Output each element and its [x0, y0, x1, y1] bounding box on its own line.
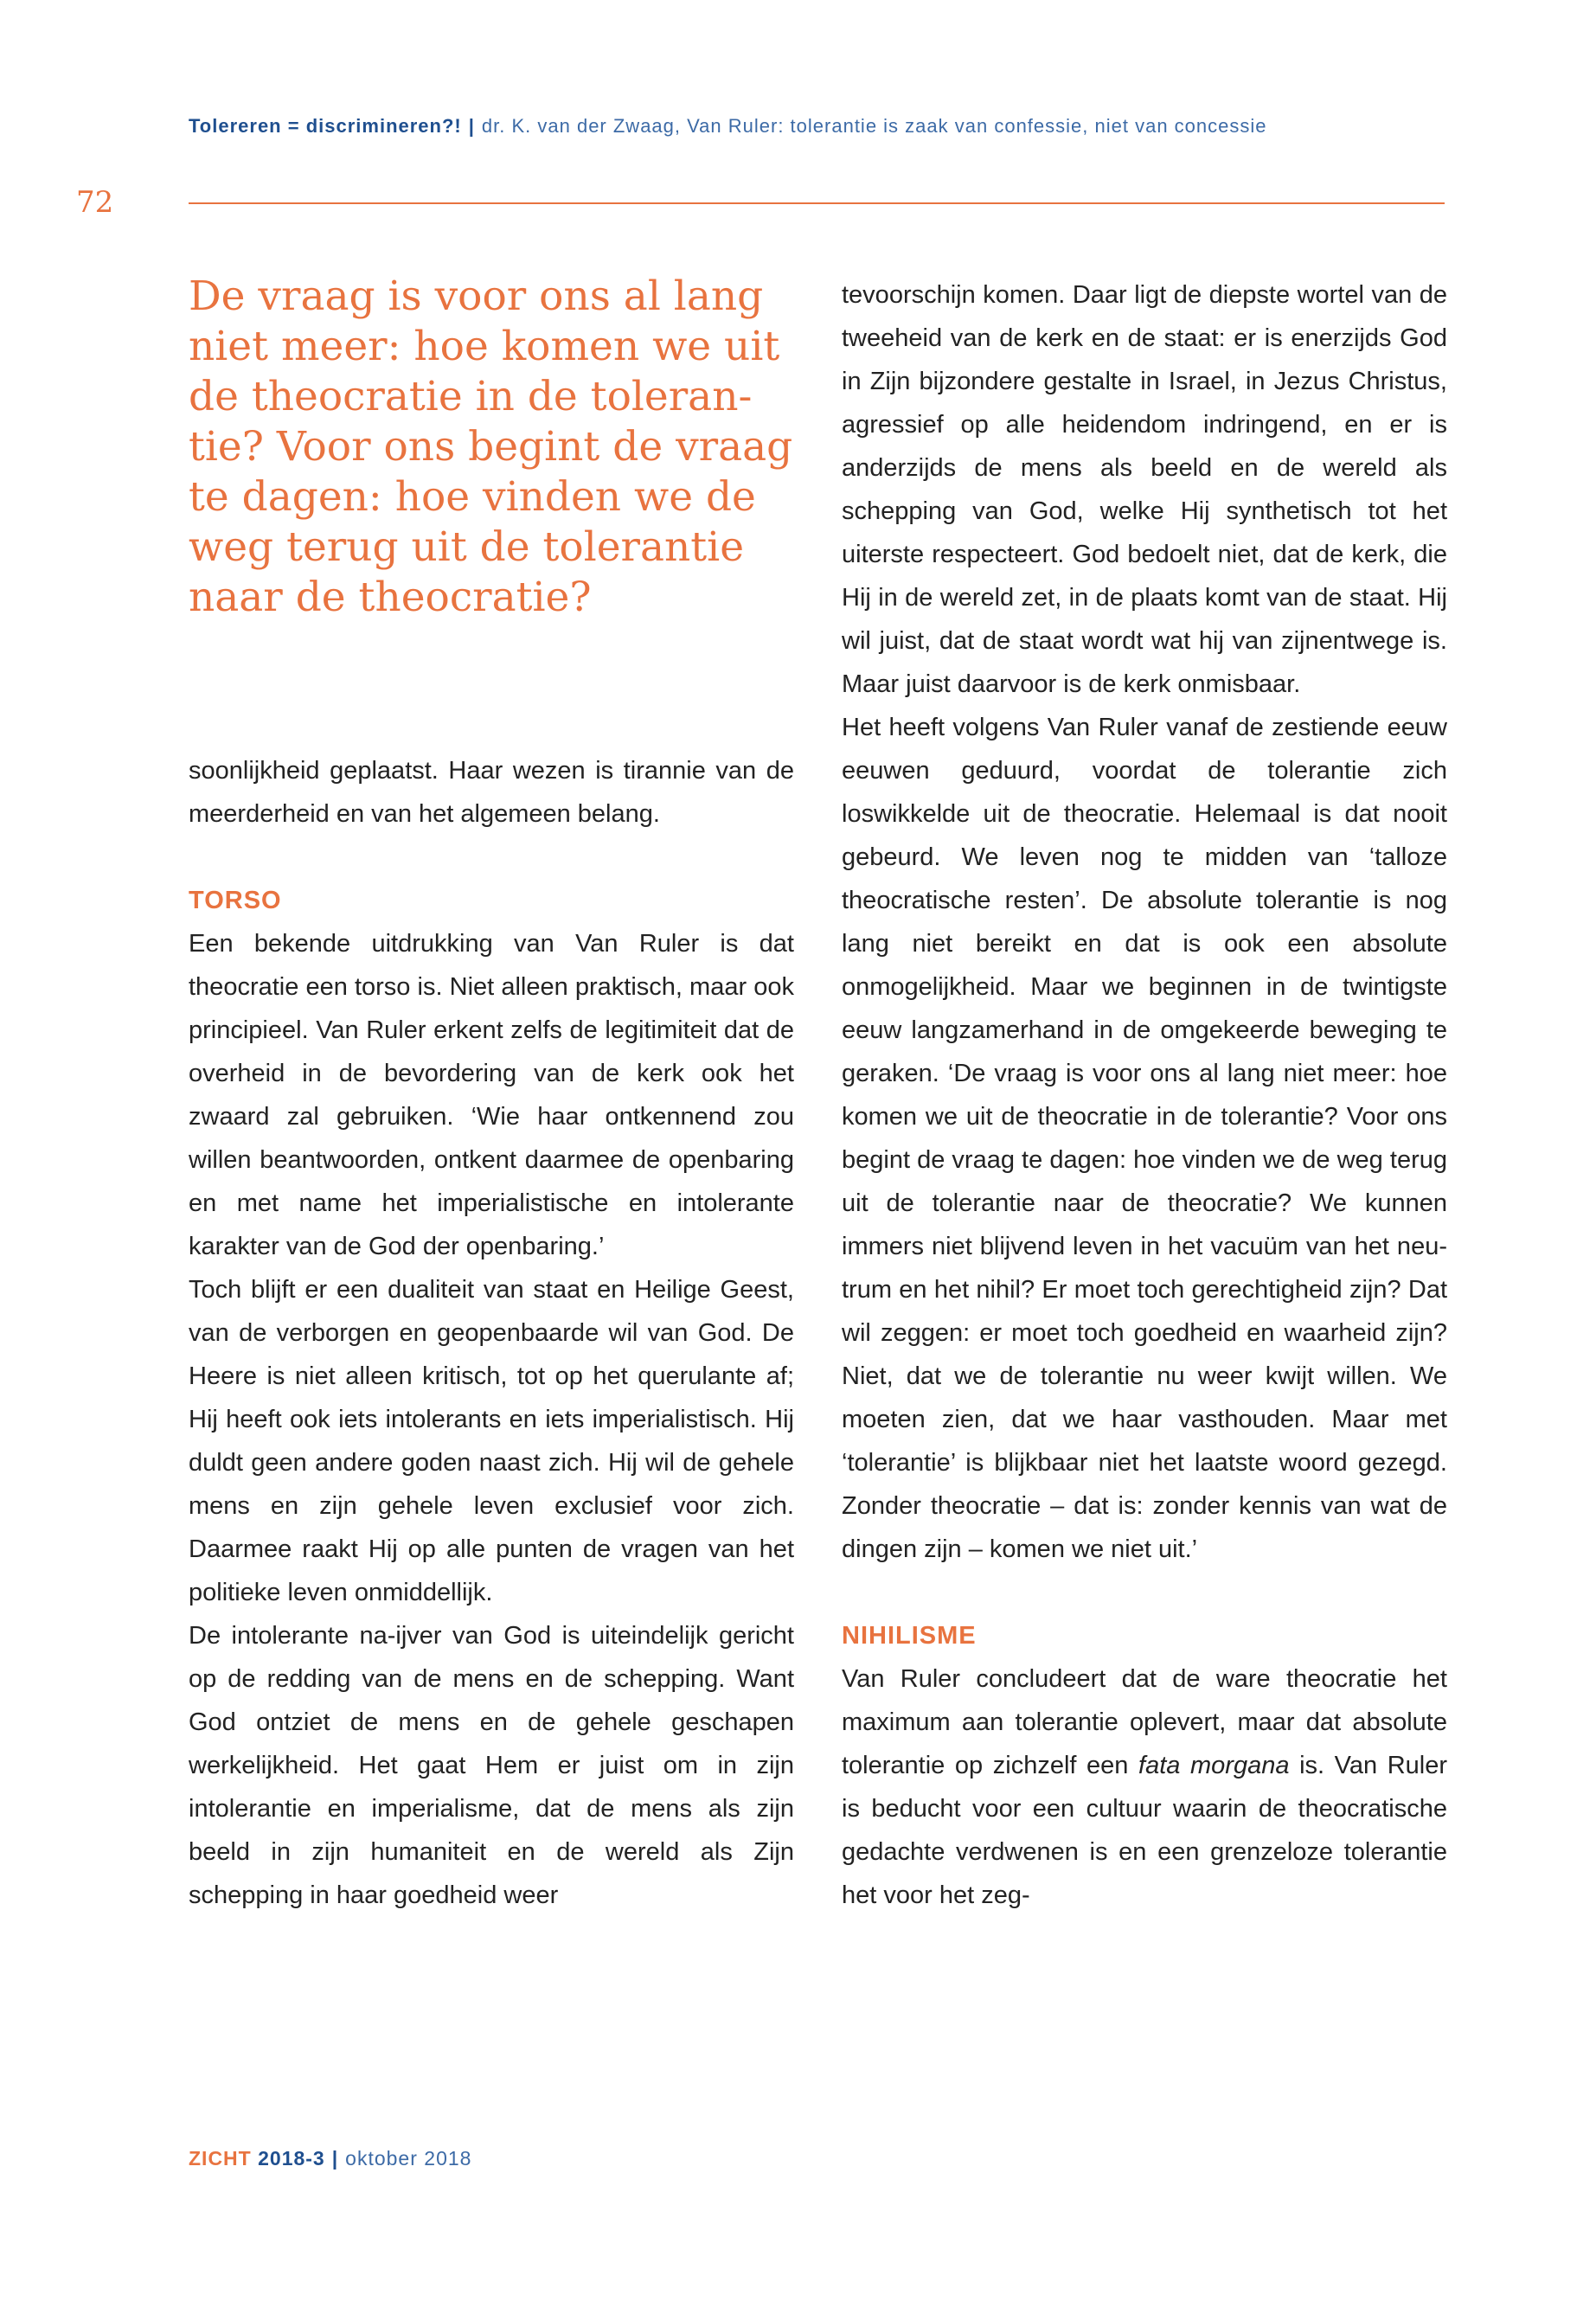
- footer-date: oktober 2018: [345, 2147, 472, 2170]
- paragraph: [842, 1657, 1447, 1917]
- paragraph: Toch blijft er een dualiteit van staat en Heilige Geest, van de verborgen en geopenbaarde wil van God. De Heere is niet alleen kritisch, tot op het querulante af; Hij heeft ook iets intolerants en iets imperialistisch. Hij duldt geen andere goden naast zich. Hij wil de gehele mens en zijn gehele leven exclusief voor zich. Daarmee raakt Hij op alle punten de vragen van het politieke leven onmiddellijk.: [189, 1276, 794, 1606]
- footer-separator: |: [331, 2147, 339, 2170]
- section-heading-nihilisme: NIHILISME: [842, 1622, 977, 1650]
- right-column: [842, 273, 1447, 1917]
- paragraph-text: Van Ruler concludeert dat de ware theocratie het maximum aan tolerantie oplevert, maar dat absolute tolerantie op zichzelf een: [842, 1665, 1447, 1779]
- running-header-article: dr. K. van der Zwaag, Van Ruler: tolerantie is zaak van confessie, niet van concessie: [481, 115, 1267, 137]
- running-header-series-title: Tolereren = discrimineren?!: [189, 115, 462, 137]
- paragraph: Het heeft volgens Van Ruler vanaf de zestiende eeuw eeuwen geduurd, voordat de tolerantie zich loswikkelde uit de theocratie. Helemaal is dat nooit gebeurd. We leven nog te midden van ‘talloze theocratische resten’. De absolute tolerantie is nog lang niet bereikt en dat is ook een absolute onmogelijkheid. Maar we beginnen in de twintigste eeuw langzamerhand in de omgekeerde beweging te geraken. ‘De vraag is voor ons al lang niet meer: hoe komen we uit de theocratie in de tolerantie? Voor ons begint de vraag te dagen: hoe vinden we de weg terug uit de tolerantie naar de theocratie? We kunnen immers niet blijvend leven in het vacuüm van het neutrum en het nihil? Er moet toch gerechtigheid zijn? Dat wil zeggen: er moet toch goedheid en waarheid zijn? Niet, dat we de tolerantie nu weer kwijt willen. We moeten zien, dat we haar vasthouden. Maar met ‘tolerantie’ is blijkbaar niet het laatste woord gezegd. Zonder theocratie – dat is: zonder kennis van wat de dingen zijn – komen we niet uit.’: [842, 714, 1447, 1563]
- running-header-separator: |: [468, 115, 475, 137]
- paragraph-spacer: [189, 836, 794, 879]
- left-column: [189, 749, 794, 1917]
- italic-term: fata morgana: [1138, 1752, 1290, 1779]
- footer: [189, 2147, 471, 2170]
- footer-magazine: ZICHT: [189, 2147, 252, 2170]
- header-rule: [189, 202, 1445, 204]
- paragraph: tevoorschijn komen. Daar ligt de diepste wortel van de tweeheid van de kerk en de staat: er is enerzijds God in Zijn bijzondere gestalte in Israel, in Jezus Christus, agressief op alle heidendom indringend, en er is anderzijds de mens als beeld en de wereld als schepping van God, welke Hij synthetisch tot het uiterste respecteert. God bedoelt niet, dat de kerk, die Hij in de wereld zet, in de plaats komt van de staat. Hij wil juist, dat de staat wordt wat hij van zijnentwege is. Maar juist daarvoor is de kerk onmisbaar.: [842, 281, 1447, 698]
- running-header: [189, 115, 1267, 138]
- page-number: 72: [76, 185, 114, 220]
- pull-quote: De vraag is voor ons al lang niet meer: hoe komen we uit de theocratie in de tolerantie? Voor ons begint de vraag te dagen: hoe vinden we de weg terug uit de tolerantie naar de theocratie?: [189, 272, 793, 621]
- paragraph: soonlijkheid geplaatst. Haar wezen is tirannie van de meerderheid en van het algemeen belang.: [189, 757, 794, 828]
- paragraph: Een bekende uitdrukking van Van Ruler is dat theocratie een torso is. Niet alleen praktisch, maar ook principieel. Van Ruler erkent zelfs de legitimiteit dat de overheid in de bevordering van de kerk ook het zwaard zal gebruiken. ‘Wie haar ontkennend zou willen beantwoorden, ontkent daarmee de openbaring en met name het imperialistische en intolerante karakter van de God der openbaring.’: [189, 930, 794, 1260]
- footer-issue: 2018-3: [258, 2147, 325, 2170]
- paragraph-text: is. Van Ruler is beducht voor een cultuur waarin de theocratische gedachte verdwenen is en een grenzeloze tolerantie het voor het zeg-: [842, 1752, 1448, 1909]
- section-heading-torso: TORSO: [189, 887, 282, 914]
- paragraph: De intolerante na-ijver van God is uiteindelijk gericht op de redding van de mens en de schepping. Want God ontziet de mens en de gehele geschapen werkelijkheid. Het gaat Hem er juist om in zijn intolerantie en imperialisme, dat de mens als zijn beeld in zijn humaniteit en de wereld als Zijn schepping in haar goedheid weer: [189, 1622, 794, 1909]
- paragraph-spacer: [842, 1571, 1447, 1614]
